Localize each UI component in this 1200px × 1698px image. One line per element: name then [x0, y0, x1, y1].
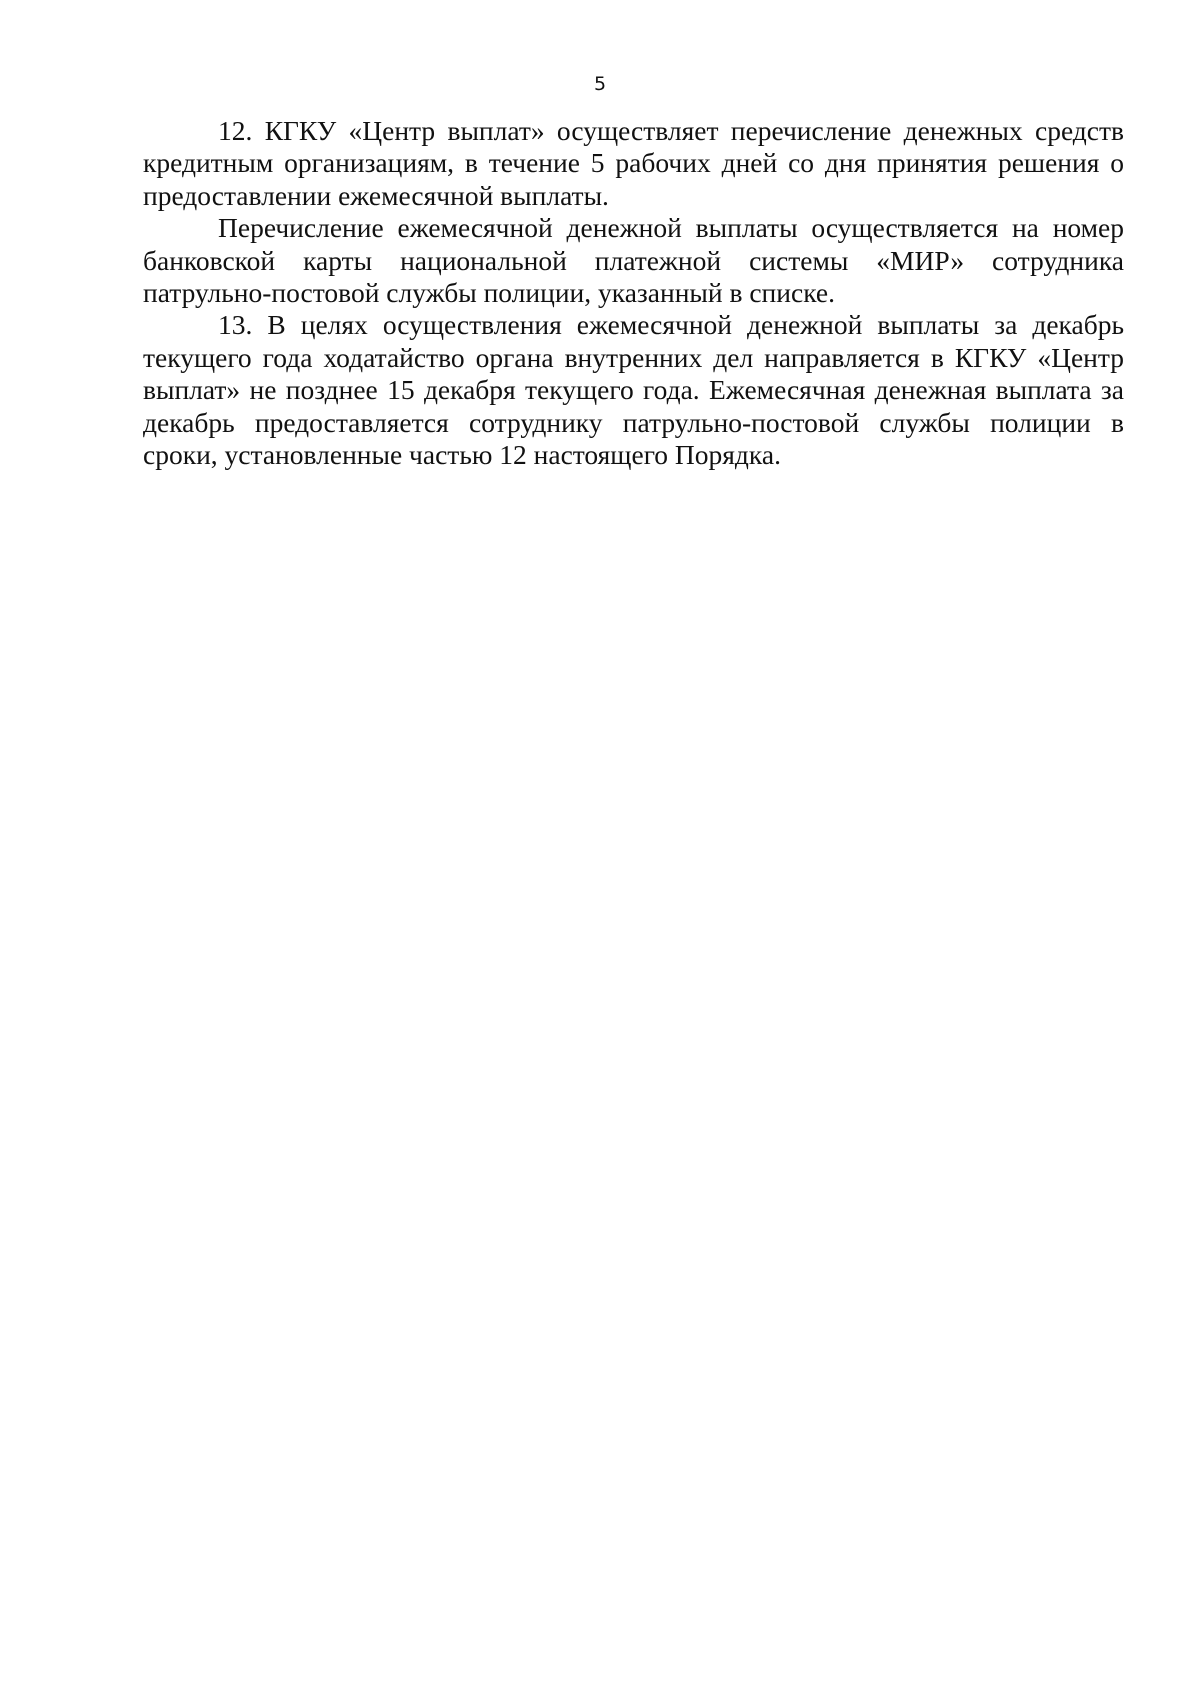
- paragraph-12: 12. КГКУ «Центр выплат» осуществляет перечисление денежных средств кредитным организациям, в течение 5 рабочих дней со дня принятия решения о предоставлении ежемесячной выплаты.: [143, 115, 1124, 211]
- document-body: [143, 115, 1124, 471]
- paragraph-13: 13. В целях осуществления ежемесячной денежной выплаты за декабрь текущего года ходатайство органа внутренних дел направляется в КГКУ «Центр выплат» не позднее 15 декабря текущего года. Ежемесячная денежная выплата за декабрь предоставляется сотруднику патрульно-постовой службы полиции в сроки, установленные частью 12 настоящего Порядка.: [143, 309, 1124, 471]
- page-number: 5: [593, 73, 607, 95]
- paragraph-transfer-card: Перечисление ежемесячной денежной выплаты осуществляется на номер банковской карты национальной платежной системы «МИР» сотрудника патрульно-постовой службы полиции, указанный в списке.: [143, 212, 1124, 309]
